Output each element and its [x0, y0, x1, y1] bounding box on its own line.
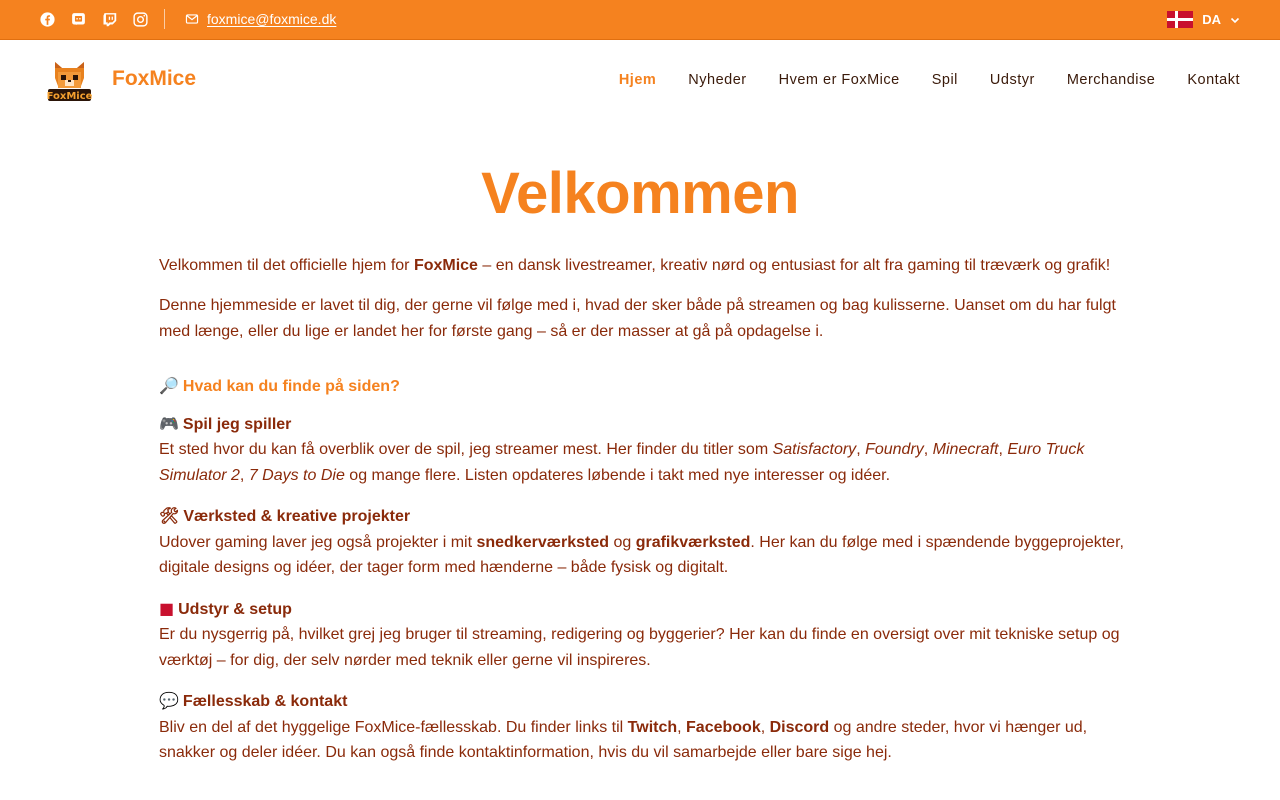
magnifier-icon: 🔎: [159, 376, 179, 395]
nav-item-hvem-er-foxmice[interactable]: Hvem er FoxMice: [778, 72, 900, 88]
section-heading: 🔎 Hvad kan du finde på siden?: [159, 376, 400, 395]
toolbox-icon: ■: [159, 598, 175, 618]
twitch-icon[interactable]: [101, 11, 118, 28]
foxmice-logo[interactable]: [47, 58, 92, 103]
social-links: [39, 11, 149, 28]
section-workshop: 🛠 Værksted & kreative projekter Udover gaming laver jeg også projekter i mit snedkerværksted og grafikværksted. Her kan du følge med i spændende byggeprojekter, digitale designs og idéer, der tager form med hænderne – både fysisk og digitalt.: [159, 506, 1124, 576]
language-code: DA: [1202, 12, 1221, 27]
email-contact: [185, 11, 336, 27]
topbar-divider: [164, 9, 165, 29]
nav-item-kontakt[interactable]: Kontakt: [1187, 72, 1240, 88]
main-content: [159, 253, 1124, 781]
main-nav: [619, 72, 1240, 88]
language-selector[interactable]: [1167, 11, 1240, 28]
instagram-icon[interactable]: [132, 11, 149, 28]
nav-item-hjem[interactable]: Hjem: [618, 72, 657, 88]
mail-icon: [185, 12, 199, 26]
nav-item-merchandise[interactable]: Merchandise: [1066, 72, 1156, 88]
email-link[interactable]: foxmice@foxmice.dk: [207, 11, 337, 27]
gamepad-icon: 🎮: [159, 413, 179, 433]
facebook-link[interactable]: Facebook: [686, 718, 761, 736]
top-bar: [0, 0, 1280, 40]
svg-text:FoxMice: FoxMice: [47, 91, 92, 102]
chevron-down-icon: [1230, 15, 1240, 25]
brand-name[interactable]: FoxMice: [112, 67, 197, 90]
tools-icon: 🛠: [159, 506, 180, 525]
facebook-icon[interactable]: [39, 11, 56, 28]
page-title: Velkommen: [481, 161, 799, 226]
intro-paragraph-1: Velkommen til det officielle hjem for FoxMice – en dansk livestreamer, kreativ nørd og entusiast for alt fra gaming til træværk og grafik!: [159, 257, 1111, 274]
nav-item-nyheder[interactable]: Nyheder: [688, 72, 747, 88]
nav-item-spil[interactable]: Spil: [931, 72, 958, 88]
section-community: 💬 Fællesskab & kontakt Bliv en del af det hyggelige FoxMice-fællesskab. Du finder links til Twitch, Facebook, Discord og andre steder, hvor vi hænger ud, snakker og deler idéer. Du kan også finde kontaktinformation, hvis du vil samarbejde eller bare sige hej.: [159, 691, 1088, 761]
section-games: 🎮 Spil jeg spiller Et sted hvor du kan få overblik over de spil, jeg streamer mest. Her finder du titler som Satisfactory, Foundry, Minecraft, Euro Truck Simulator 2, 7 Days to Die og mange flere. Listen opdateres løbende i takt med nye interesser og idéer.: [159, 413, 1085, 484]
discord-icon[interactable]: [70, 11, 87, 28]
discord-link[interactable]: Discord: [769, 718, 830, 736]
speech-bubble-icon: 💬: [159, 691, 179, 710]
twitch-link[interactable]: Twitch: [627, 718, 678, 736]
intro-paragraph-2: Denne hjemmeside er lavet til dig, der gerne vil følge med i, hvad der sker både på streamen og bag kulisserne. Uanset om du har fulgt med længe, eller du lige er landet her for første gang – så er der masser at gå på opdagelse i.: [159, 297, 1116, 340]
nav-item-udstyr[interactable]: Udstyr: [989, 72, 1035, 88]
section-gear: ■ Udstyr & setup Er du nysgerrig på, hvilket grej jeg bruger til streaming, redigering og byggerier? Her kan du finde en oversigt over mit tekniske setup og værktøj – for dig, der selv nørder med teknik eller gerne vil inspireres.: [159, 598, 1120, 669]
danish-flag-icon: [1167, 11, 1193, 28]
